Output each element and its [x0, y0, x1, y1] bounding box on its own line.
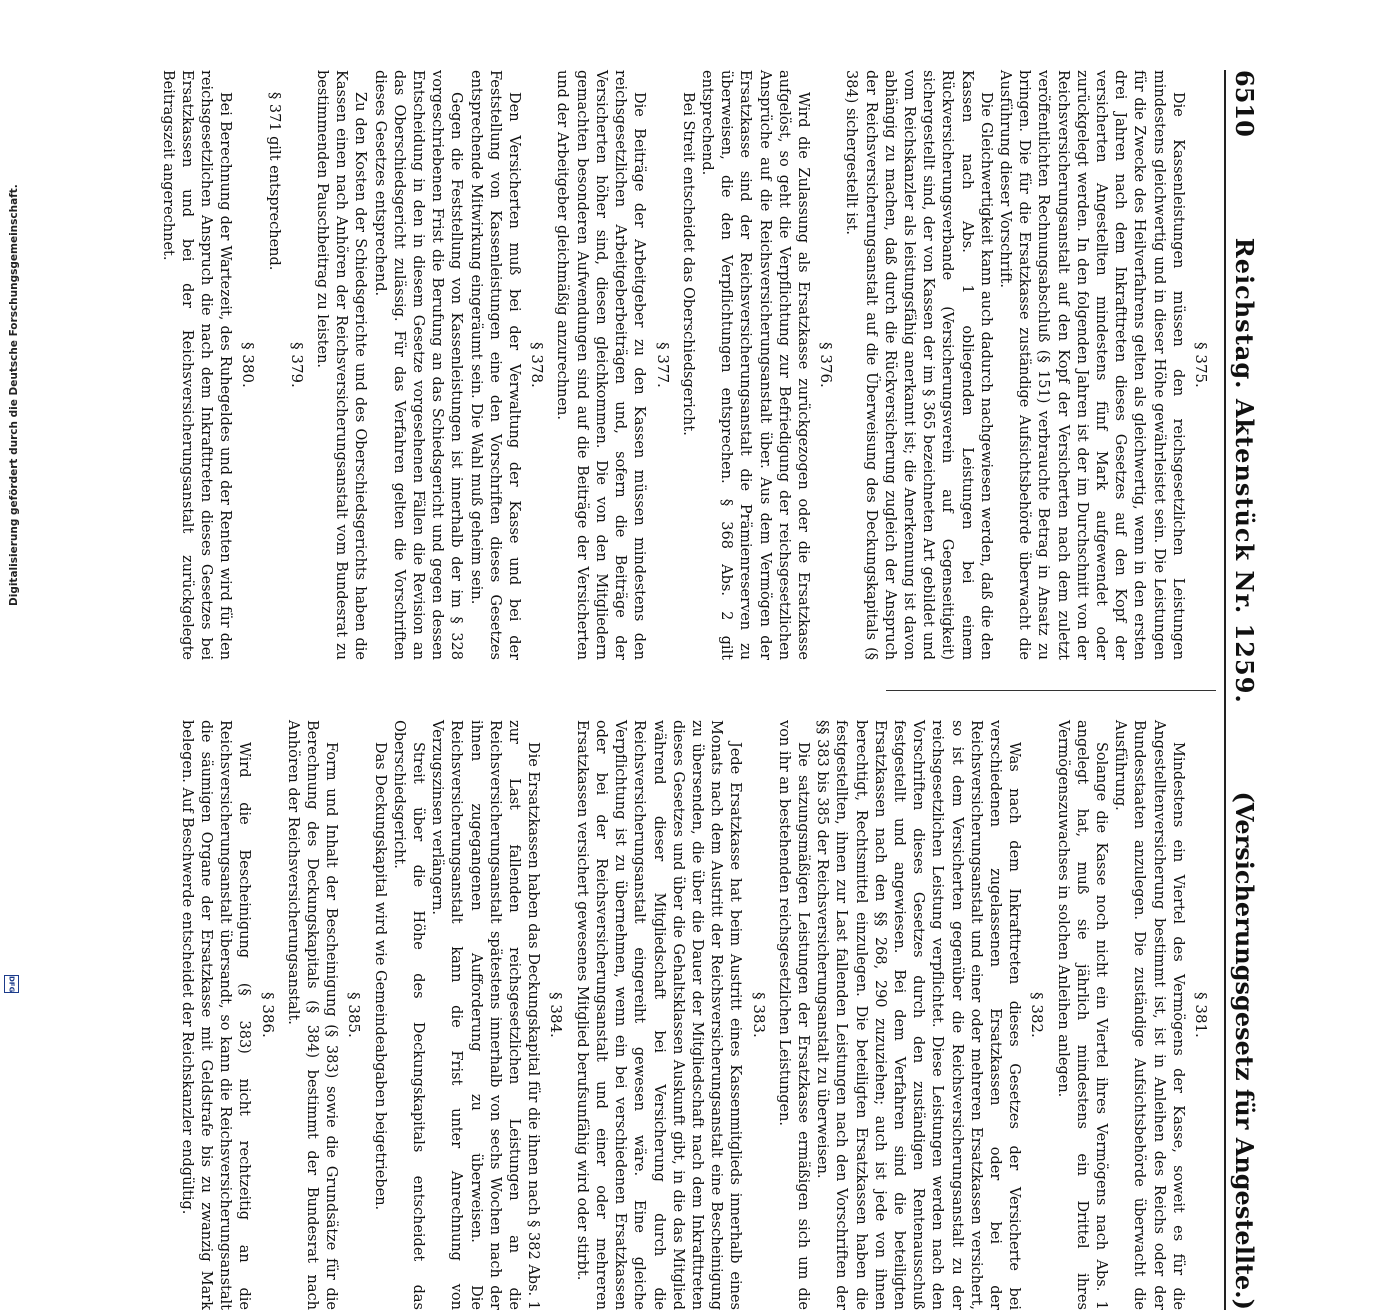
paragraph: Bei Berechnung der Wartezeit, des Ruhegeldes und der Renten wird für den reichsgesetzlichen Anspruch die nach dem Inkrafttreten dieses Gesetzes bei Ersatzkassen und bei der Reichsversicherungsanstalt zurückgelegte Beitragszeit angerechnet.	[159, 70, 234, 660]
paragraph: Die Beiträge der Arbeitgeber zu den Kassen müssen mindestens den reichsgesetzlichen Arbeitgeberbeiträgen und, sofern die Beiträge der Versicherten höher sind, diesen gleichkommen. Die von den Mitgliedern gemachten besonderen Aufwendungen sind auf die Beiträge der Versicherten und der Arbeitgeber gleichmäßig anzurechnen.	[554, 70, 648, 660]
section-heading: § 376.	[817, 342, 836, 388]
paragraph: Das Deckungskapital wird wie Gemeindeabgaben beigetrieben.	[371, 742, 388, 1211]
section-heading: § 378.	[528, 342, 547, 388]
section-heading: § 377.	[653, 342, 672, 388]
paragraph: Die satzungsmäßigen Leistungen der Ersatzkasse ermäßigen sich um die von ihr an bestehenden reichsgesetzlichen Leistungen.	[775, 720, 811, 1310]
section-heading: § 385.	[345, 992, 364, 1038]
section-heading: § 379.	[287, 342, 306, 388]
section-heading: § 380.	[239, 342, 258, 388]
section-heading: § 383.	[749, 992, 768, 1038]
paragraph: Wird die Bescheinigung (§ 383) nicht rechtzeitig an die Reichsversicherungsanstalt übersandt, so kann die Reichsversicherungsanstalt die säumigen Organe der Ersatzkasse mit Geldstrafe bis zu zwanzig Mark belegen. Auf Beschwerde entscheidet der Reichskanzler endgültig.	[178, 720, 253, 1310]
column-divider	[886, 690, 1216, 691]
page-number: 6510	[1230, 70, 1259, 137]
paragraph: Mindestens ein Viertel des Vermögens der Kasse, soweit es für die Angestelltenversicherung bestimmt ist, ist in Anleihen des Reichs oder der Bundesstaaten anzulegen. Die zuständige Aufsichtsbehörde überwacht die Ausführung.	[1112, 720, 1186, 1310]
paragraph: Form und Inhalt der Bescheinigung (§ 383) sowie die Grundsätze für die Berechnung des Deckungskapitals (§ 384) bestimmt der Bundesrat nach Anhören der Reichsversicherungsanstalt.	[284, 720, 340, 1310]
header-rule	[1224, 70, 1226, 1310]
section-heading: § 375.	[1192, 342, 1210, 388]
digitization-credit: Digitalisierung gefördert durch die Deutsche Forschungsgemeinschaft.	[8, 184, 20, 606]
section-heading: § 384.	[547, 992, 566, 1038]
left-column	[157, 70, 1216, 660]
paragraph: Gegen die Feststellung von Kassenleistungen ist innerhalb der im § 328 vorgeschriebenen Frist die Berufung an das Schiedsgericht und gegen dessen Entscheidung in den in diesem Gesetze vorgesehenen Fällen die Revision an das Oberschiedsgericht zulässig. Für das Verfahren gelten die Vorschriften dieses Gesetzes entsprechend.	[371, 70, 465, 660]
paragraph: Zu den Kosten der Schiedsgerichte und des Oberschiedsgerichts haben die Kassen einen nach Anhören der Reichsversicherungsanstalt vom Bundesrat zu bestimmenden Pauschbeitrag zu leisten.	[314, 70, 369, 660]
right-column	[177, 720, 1216, 1310]
paragraph: Die Kassenleistungen müssen den reichsgesetzlichen Leistungen mindestens gleichwertig und in dieser Höhe gewährleistet sein. Die Leistungen für die Zwecke des Heilverfahrens gelten als gleichwertig, wenn in den ersten drei Jahren nach dem Inkrafttreten dieses Gesetzes auf den Kopf der versicherten Angestellten mindestens fünf Mark aufgewendet oder zurückgelegt werden. In den folgenden Jahren ist der im Durchschnitt von der Reichsversicherungsanstalt auf den Kopf der Versicherten nach dem zuletzt veröffentlichten Rechnungsabschluß (§ 151) verbrauchte Betrag in Ansatz zu bringen. Die für die Ersatzkasse zuständige Aufsichtsbehörde überwacht die Ausführung dieser Vorschrift.	[996, 70, 1186, 660]
paragraph: Jede Ersatzkasse hat beim Austritt eines Kassenmitglieds innerhalb eines Monats nach dem Austritt der Reichsversicherungsanstalt eine Bescheinigung zu übersenden, die über die Dauer der Mitgliedschaft nach dem Inkrafttreten dieses Gesetzes und über die Gehaltsklassen Auskunft gibt, in die das Mitglied während dieser Mitgliedschaft bei Versicherung durch die Reichsversicherungsanstalt eingereiht gewesen wäre. Eine gleiche Verpflichtung ist zu übernehmen, wenn ein bei verschiedenen Ersatzkassen oder bei der Reichsversicherungsanstalt und einer oder mehreren Ersatzkassen versichert gewesenes Mitglied berufsunfähig wird oder stirbt.	[573, 720, 744, 1310]
paragraph: Die Ersatzkassen haben das Deckungskapital für die ihnen nach § 382 Abs. 1 zur Last fallenden reichsgesetzlichen Leistungen an die Reichsversicherungsanstalt spätestens innerhalb von sechs Wochen nach der ihnen zugegangenen Aufforderung zu überweisen. Die Reichsversicherungsanstalt kann die Frist unter Anrechnung von Verzugszinsen verlängern.	[429, 720, 542, 1310]
header-title: Reichstag. Aktenstück Nr. 1259.	[1230, 237, 1259, 704]
paragraph: Bei Streit entscheidet das Oberschiedsgericht.	[679, 92, 696, 436]
section-heading: § 381.	[1192, 992, 1210, 1038]
page-header	[1230, 70, 1270, 1310]
header-right-title: (Versicherungsgesetz für Angestellte.)	[1230, 791, 1259, 1310]
section-heading: § 382.	[1028, 992, 1047, 1038]
paragraph: Streit über die Höhe des Deckungskapitals entscheidet das Oberschiedsgericht.	[390, 720, 427, 1310]
paragraph: Den Versicherten muß bei der Verwaltung der Kasse und bei der Feststellung von Kassenleistungen eine den Vorschriften dieses Gesetzes entsprechende Mitwirkung eingeräumt sein. Die Wahl muß geheim sein.	[467, 70, 523, 660]
paragraph: § 371 gilt entsprechend.	[265, 92, 282, 271]
paragraph: Was nach dem Inkrafttreten dieses Gesetzes der Versicherte bei verschiedenen zugelassenen Ersatzkassen oder bei der Reichsversicherungsanstalt und einer oder mehreren Ersatzkassen versichert, so ist dem Versicherten gegenüber die Reichsversicherungsanstalt zu der reichsgesetzlichen Leistung verpflichtet. Diese Leistungen werden nach den Vorschriften dieses Gesetzes durch den zuständigen Rentenausschuß festgestellt und angewiesen. Bei dem Verfahren sind die beteiligten Ersatzkassen nach den §§ 268, 290 zuzuziehen; auch ist jede von ihnen berechtigt, Rechtsmittel einzulegen. Die beteiligten Ersatzkassen haben die festgestellten, ihnen zur Last fallenden Leistungen nach den Vorschriften der §§ 383 bis 385 der Reichsversicherungsanstalt zu überweisen.	[814, 720, 1023, 1310]
section-heading: § 386.	[258, 992, 277, 1038]
dfg-logo: DFG	[4, 975, 19, 993]
paragraph: Die Gleichwertigkeit kann auch dadurch nachgewiesen werden, daß die den Kassen nach Abs. 1 obliegenden Leistungen bei einem Rückversicherungsverbande (Versicherungsverein auf Gegenseitigkeit) sichergestellt sind, der von Kassen der im § 365 bezeichneten Art gebildet und vom Reichskanzler als leistungsfähig anerkannt ist; die Anerkennung ist davon abhängig zu machen, daß durch die Rückversicherung zugleich der Anspruch der Reichsversicherungsanstalt auf die Überweisung des Deckungskapitals (§ 384) sichergestellt ist.	[843, 70, 994, 660]
paragraph: Wird die Zulassung als Ersatzkasse zurückgezogen oder die Ersatzkasse aufgelöst, so geht die Verpflichtung zur Befriedigung der reichsgesetzlichen Ansprüche auf die Reichsversicherungsanstalt über. Aus dem Vermögen der Ersatzkasse sind der Reichsversicherungsanstalt die Prämienreserven zu überweisen, die den Verpflichtungen entsprechen. § 368 Abs. 2 gilt entsprechend.	[698, 70, 811, 660]
paragraph: Solange die Kasse noch nicht ein Viertel ihres Vermögens nach Abs. 1 angelegt hat, muß sie jährlich mindestens ein Drittel ihres Vermögenszuwachses in solchen Anleihen anlegen.	[1054, 720, 1109, 1310]
